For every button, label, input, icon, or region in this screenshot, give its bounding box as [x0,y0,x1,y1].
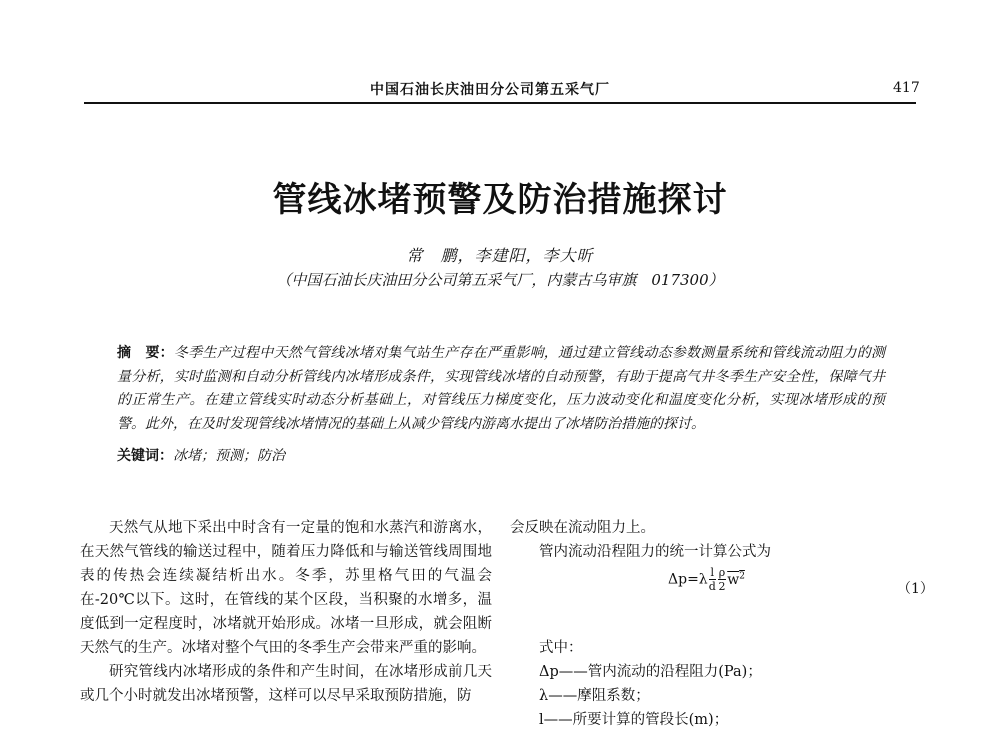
header-divider [84,102,916,104]
right-line-1: 会反映在流动阻力上。 [510,520,655,536]
formula-w: $w^2$ [727,570,745,588]
keywords-label: 关键词： [117,448,173,464]
abstract [117,342,885,436]
authors: 常 鹏，李建阳，李大昕 [406,246,594,265]
definition-delta-p: Δp——管内流动的沿程阻力(Pa)； [539,664,762,680]
affiliation: （中国石油长庆油田分公司第五采气厂，内蒙古乌审旗 017300） [276,271,724,289]
page-number: 417 [893,80,920,96]
body-paragraph-1: 天然气从地下采出中时含有一定量的饱和水蒸汽和游离水，在天然气管线的输送过程中，随着压力降低和与输送管线周围地表的传热会连续凝结析出水。冬季，苏里格气田的气温会在-20℃以下。这时，在管线的某个区段，当积聚的水增多，温度低到一定程度时，冰堵就开始形成。冰堵一旦形成，就会阻断天然气的生产。冰堵对整个气田的冬季生产会带来严重的影响。 [80,520,492,656]
body-left-column [80,516,492,708]
pressure-drop-formula [668,566,745,610]
formula-intro: 管内流动沿程阻力的统一计算公式为 [539,544,771,560]
paper-title: 管线冰堵预警及防治措施探讨 [272,180,728,220]
body-right-column [510,516,920,732]
keywords-text: 冰堵；预测；防治 [173,448,285,464]
where-label: 式中： [539,640,583,656]
running-header: 中国石油长庆油田分公司第五采气厂 [370,82,610,98]
definition-lambda: λ——摩阻系数； [539,688,650,704]
abstract-label: 摘 要： [117,345,174,361]
fraction-rho-over-2: $\frac{\rho}{2}$ [718,566,726,593]
keywords [117,445,285,465]
body-paragraph-2: 研究管线内冰堵形成的条件和产生时间，在冰堵形成前几天或几个小时就发出冰堵预警，这样可以尽早采取预防措施，防 [80,664,492,704]
equation-number: （1） [897,581,934,597]
formula-lhs: Δp=λ [668,571,708,588]
definition-l: l——所要计算的管段长(m)； [539,712,729,728]
abstract-text: 冬季生产过程中天然气管线冰堵对集气站生产存在严重影响，通过建立管线动态参数测量系统和管线流动阻力的测量分析，实时监测和自动分析管线内冰堵形成条件，实现管线冰堵的自动预警，有助于提高气井冬季生产安全性，保障气井的正常生产。在建立管线实时动态分析基础上，对管线压力梯度变化，压力波动变化和温度变化分析，实现冰堵形成的预警。此外，在及时发现管线冰堵情况的基础上从减少管线内游离水提出了冰堵防治措施的探讨。 [117,345,885,432]
fraction-l-over-d: $\frac{l}{d}$ [708,566,716,593]
